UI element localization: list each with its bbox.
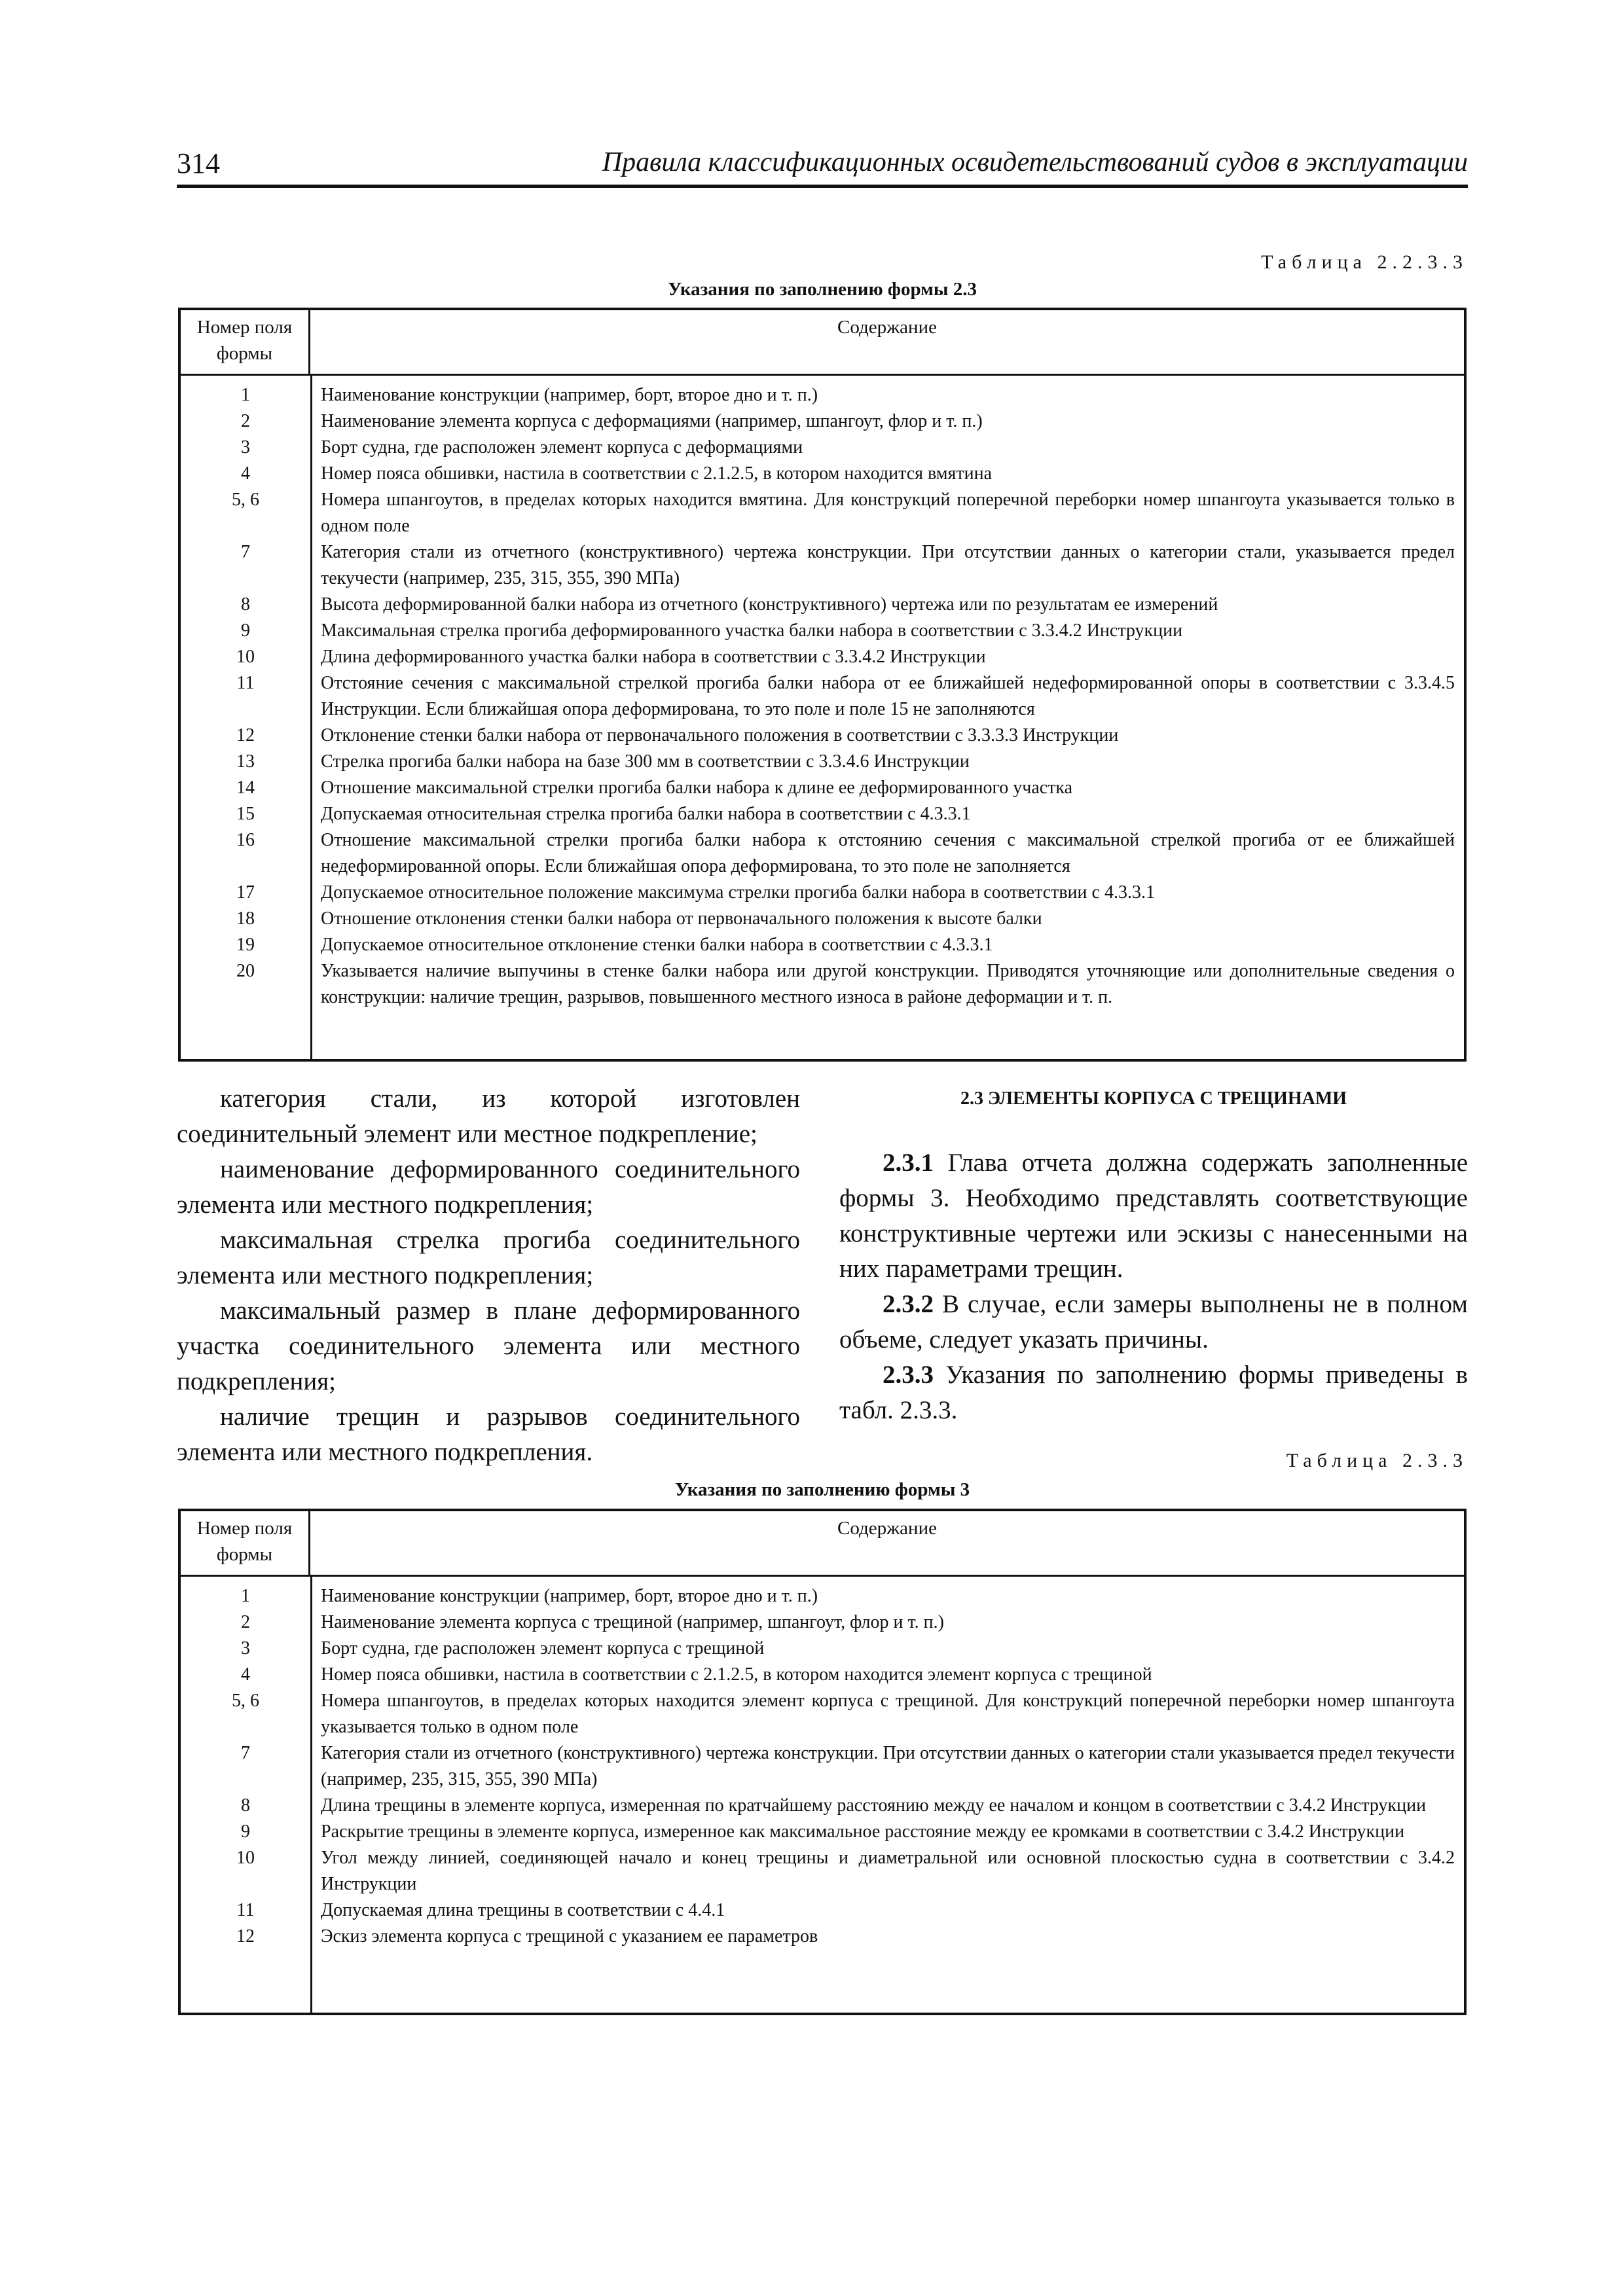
- table-label: Таблица 2.2.3.3: [1261, 251, 1468, 273]
- table-row: [181, 1793, 1464, 1819]
- content-cell: Высота деформированной балки набора из отчетного (конструктивного) чертежа или по результатам ее измерений: [321, 594, 1218, 615]
- table-row: [181, 801, 1464, 827]
- content-cell: Допускаемое относительное отклонение стенки балки набора в соответствии с 4.3.3.1: [321, 935, 993, 955]
- content-cell: Категория стали из отчетного (конструктивного) чертежа конструкции. При отсутствии данных о категории стали, указывается предел текучести (например, 235, 315, 355, 390 МПа): [321, 542, 1455, 588]
- content-cell: Отстояние сечения с максимальной стрелкой прогиба балки набора от ее ближайшей недеформированной опоры в соответствии с 3.3.4.5 Инструкции. Если ближайшая опора деформирована, то это поле и поле 15 не заполняются: [321, 673, 1455, 719]
- form-3-table: [178, 1509, 1467, 2015]
- field-number-cell: 4: [241, 1664, 250, 1685]
- paragraph-number: 2.3.3: [883, 1361, 934, 1389]
- content-cell: Длина деформированного участка балки набора в соответствии с 3.3.4.2 Инструкции: [321, 647, 986, 667]
- content-cell: Борт судна, где расположен элемент корпуса с трещиной: [321, 1638, 765, 1659]
- table-row: [181, 1740, 1464, 1793]
- table-row: [181, 749, 1464, 775]
- numbered-paragraph: [839, 1145, 1468, 1287]
- field-number-cell: 7: [241, 542, 250, 562]
- table-row: [181, 408, 1464, 435]
- field-number-cell: 8: [241, 1795, 250, 1816]
- table-caption: Указания по заполнению формы 2.3: [667, 279, 977, 300]
- table-caption: Указания по заполнению формы 3: [674, 1479, 970, 1500]
- field-number-cell: 11: [236, 673, 255, 693]
- content-cell: Наименование конструкции (например, борт, второе дно и т. п.): [321, 1586, 818, 1606]
- table-row: [181, 1609, 1464, 1636]
- table-row: [181, 1662, 1464, 1688]
- field-number-cell: 2: [241, 411, 250, 431]
- table-row: [181, 539, 1464, 592]
- table-row: [181, 435, 1464, 461]
- section-heading: 2.3 ЭЛЕМЕНТЫ КОРПУСА С ТРЕЩИНАМИ: [960, 1088, 1347, 1109]
- content-cell: Отношение максимальной стрелки прогиба балки набора к отстоянию сечения с максимальной стрелкой прогиба от ее ближайшей недеформированной опоры. Если ближайшая опора деформирована, то это поле не заполняется: [321, 830, 1455, 876]
- field-number-cell: 2: [241, 1612, 250, 1632]
- content-cell: Отклонение стенки балки набора от первоначального положения в соответствии с 3.3.3.3 Инструкции: [321, 725, 1119, 745]
- field-number-cell: 19: [236, 935, 255, 955]
- page-number: 314: [177, 147, 220, 179]
- field-number-cell: 5, 6: [232, 1691, 259, 1711]
- content-cell: Максимальная стрелка прогиба деформированного участка балки набора в соответствии с 3.3.4.2 Инструкции: [321, 620, 1183, 641]
- table-row: [181, 644, 1464, 670]
- table-row: [181, 1845, 1464, 1897]
- table-row: [181, 827, 1464, 880]
- field-number-cell: 12: [236, 725, 255, 745]
- left-text-column: [177, 1081, 800, 1470]
- field-number-cell: 3: [241, 437, 250, 457]
- table-row: [181, 1924, 1464, 1950]
- running-title: Правила классификационных освидетельствований судов в эксплуатации: [602, 147, 1468, 177]
- list-paragraph: максимальная стрелка прогиба соединительного элемента или местного подкрепления;: [177, 1226, 800, 1289]
- paragraph-text: В случае, если замеры выполнены не в полном объеме, следует указать причины.: [839, 1290, 1468, 1354]
- field-number-cell: 1: [241, 385, 250, 405]
- field-number-cell: 8: [241, 594, 250, 615]
- table-row: [181, 906, 1464, 932]
- content-cell: Угол между линией, соединяющей начало и конец трещины и диаметральной или основной плоскостью судна в соответствии с 3.4.2 Инструкции: [321, 1848, 1455, 1894]
- table-row: [181, 670, 1464, 723]
- table-row: [181, 461, 1464, 487]
- list-paragraph: категория стали, из которой изготовлен соединительный элемент или местное подкрепление;: [177, 1085, 800, 1148]
- table-row: [181, 723, 1464, 749]
- column-header-field-number: Номер поля формы: [181, 310, 310, 376]
- column-header-content: Содержание: [310, 310, 1464, 376]
- table-row: [181, 382, 1464, 408]
- table-row: [181, 1636, 1464, 1662]
- field-number-cell: 12: [236, 1926, 255, 1946]
- field-number-cell: 10: [236, 647, 255, 667]
- table-row: [181, 1819, 1464, 1845]
- content-cell: Номера шпангоутов, в пределах которых находится вмятина. Для конструкций поперечной переборки номер шпангоута указывается только в одном поле: [321, 490, 1455, 536]
- content-cell: Допускаемая длина трещины в соответствии с 4.4.1: [321, 1900, 725, 1920]
- right-text-column: [839, 1081, 1468, 1428]
- table-row: [181, 932, 1464, 958]
- field-number-cell: 5, 6: [232, 490, 259, 510]
- list-paragraph: наименование деформированного соединительного элемента или местного подкрепления;: [177, 1155, 800, 1219]
- table-row: [181, 1897, 1464, 1924]
- content-cell: Номер пояса обшивки, настила в соответствии с 2.1.2.5, в котором находится элемент корпуса с трещиной: [321, 1664, 1152, 1685]
- content-cell: Номера шпангоутов, в пределах которых находится элемент корпуса с трещиной. Для конструкций поперечной переборки номер шпангоута указывается только в одном поле: [321, 1691, 1455, 1737]
- form-2-3-table: [178, 308, 1467, 1062]
- table-row: [181, 880, 1464, 906]
- table-row: [181, 958, 1464, 1011]
- paragraph-number: 2.3.1: [883, 1149, 934, 1177]
- numbered-paragraph: [839, 1287, 1468, 1357]
- content-cell: Допускаемое относительное положение максимума стрелки прогиба балки набора в соответствии с 4.3.3.1: [321, 882, 1155, 903]
- table-body: [181, 1583, 1464, 1950]
- paragraph-text: Указания по заполнению формы приведены в табл. 2.3.3.: [839, 1361, 1468, 1424]
- list-paragraph: максимальный размер в плане деформированного участка соединительного элемента или местного подкрепления;: [177, 1297, 800, 1395]
- field-number-cell: 9: [241, 620, 250, 641]
- content-cell: Наименование конструкции (например, борт, второе дно и т. п.): [321, 385, 818, 405]
- content-cell: Наименование элемента корпуса с трещиной (например, шпангоут, флор и т. п.): [321, 1612, 944, 1632]
- content-cell: Стрелка прогиба балки набора на базе 300 мм в соответствии с 3.3.4.6 Инструкции: [321, 751, 970, 772]
- page-header: [177, 145, 1468, 188]
- column-header-field-number: Номер поля формы: [181, 1511, 310, 1577]
- list-paragraph: наличие трещин и разрывов соединительного элемента или местного подкрепления.: [177, 1403, 800, 1466]
- field-number-cell: 18: [236, 908, 255, 929]
- content-cell: Допускаемая относительная стрелка прогиба балки набора в соответствии с 4.3.3.1: [321, 804, 971, 824]
- field-number-cell: 7: [241, 1743, 250, 1763]
- table-row: [181, 618, 1464, 644]
- numbered-paragraph: [839, 1357, 1468, 1428]
- content-cell: Категория стали из отчетного (конструктивного) чертежа конструкции. При отсутствии данных о категории стали указывается предел текучести (например, 235, 315, 355, 390 МПа): [321, 1743, 1455, 1789]
- field-number-cell: 16: [236, 830, 255, 850]
- paragraph-text: Глава отчета должна содержать заполненные формы 3. Необходимо представлять соответствующие конструктивные чертежи или эскизы с нанесенными на них параметрами трещин.: [839, 1149, 1468, 1283]
- column-header-content: Содержание: [310, 1511, 1464, 1577]
- content-cell: Длина трещины в элементе корпуса, измеренная по кратчайшему расстоянию между ее началом и концом в соответствии с 3.4.2 Инструкции: [321, 1795, 1427, 1816]
- field-number-cell: 20: [236, 961, 255, 981]
- field-number-cell: 13: [236, 751, 255, 772]
- content-cell: Наименование элемента корпуса с деформациями (например, шпангоут, флор и т. п.): [321, 411, 983, 431]
- field-number-cell: 3: [241, 1638, 250, 1659]
- content-cell: Номер пояса обшивки, настила в соответствии с 2.1.2.5, в котором находится вмятина: [321, 463, 992, 484]
- field-number-cell: 15: [236, 804, 255, 824]
- table-body: [181, 382, 1464, 1011]
- content-cell: Указывается наличие выпучины в стенке балки набора или другой конструкции. Приводятся уточняющие или дополнительные сведения о конструкции: наличие трещин, разрывов, повышенного местного износа в районе деформации и т. п.: [321, 961, 1455, 1007]
- content-cell: Отношение максимальной стрелки прогиба балки набора к длине ее деформированного участка: [321, 778, 1073, 798]
- table-row: [181, 775, 1464, 801]
- table-row: [181, 1688, 1464, 1740]
- field-number-cell: 10: [236, 1848, 255, 1868]
- table-row: [181, 487, 1464, 539]
- field-number-cell: 9: [241, 1821, 250, 1842]
- table-row: [181, 592, 1464, 618]
- field-number-cell: 11: [236, 1900, 255, 1920]
- field-number-cell: 1: [241, 1586, 250, 1606]
- field-number-cell: 4: [241, 463, 250, 484]
- paragraph-number: 2.3.2: [883, 1290, 934, 1318]
- content-cell: Эскиз элемента корпуса с трещиной с указанием ее параметров: [321, 1926, 818, 1946]
- table-row: [181, 1583, 1464, 1609]
- content-cell: Отношение отклонения стенки балки набора от первоначального положения к высоте балки: [321, 908, 1042, 929]
- field-number-cell: 14: [236, 778, 255, 798]
- content-cell: Раскрытие трещины в элементе корпуса, измеренное как максимальное расстояние между ее кромками в соответствии с 3.4.2 Инструкции: [321, 1821, 1405, 1842]
- field-number-cell: 17: [236, 882, 255, 903]
- content-cell: Борт судна, где расположен элемент корпуса с деформациями: [321, 437, 803, 457]
- table-label: Таблица 2.3.3: [1286, 1450, 1468, 1471]
